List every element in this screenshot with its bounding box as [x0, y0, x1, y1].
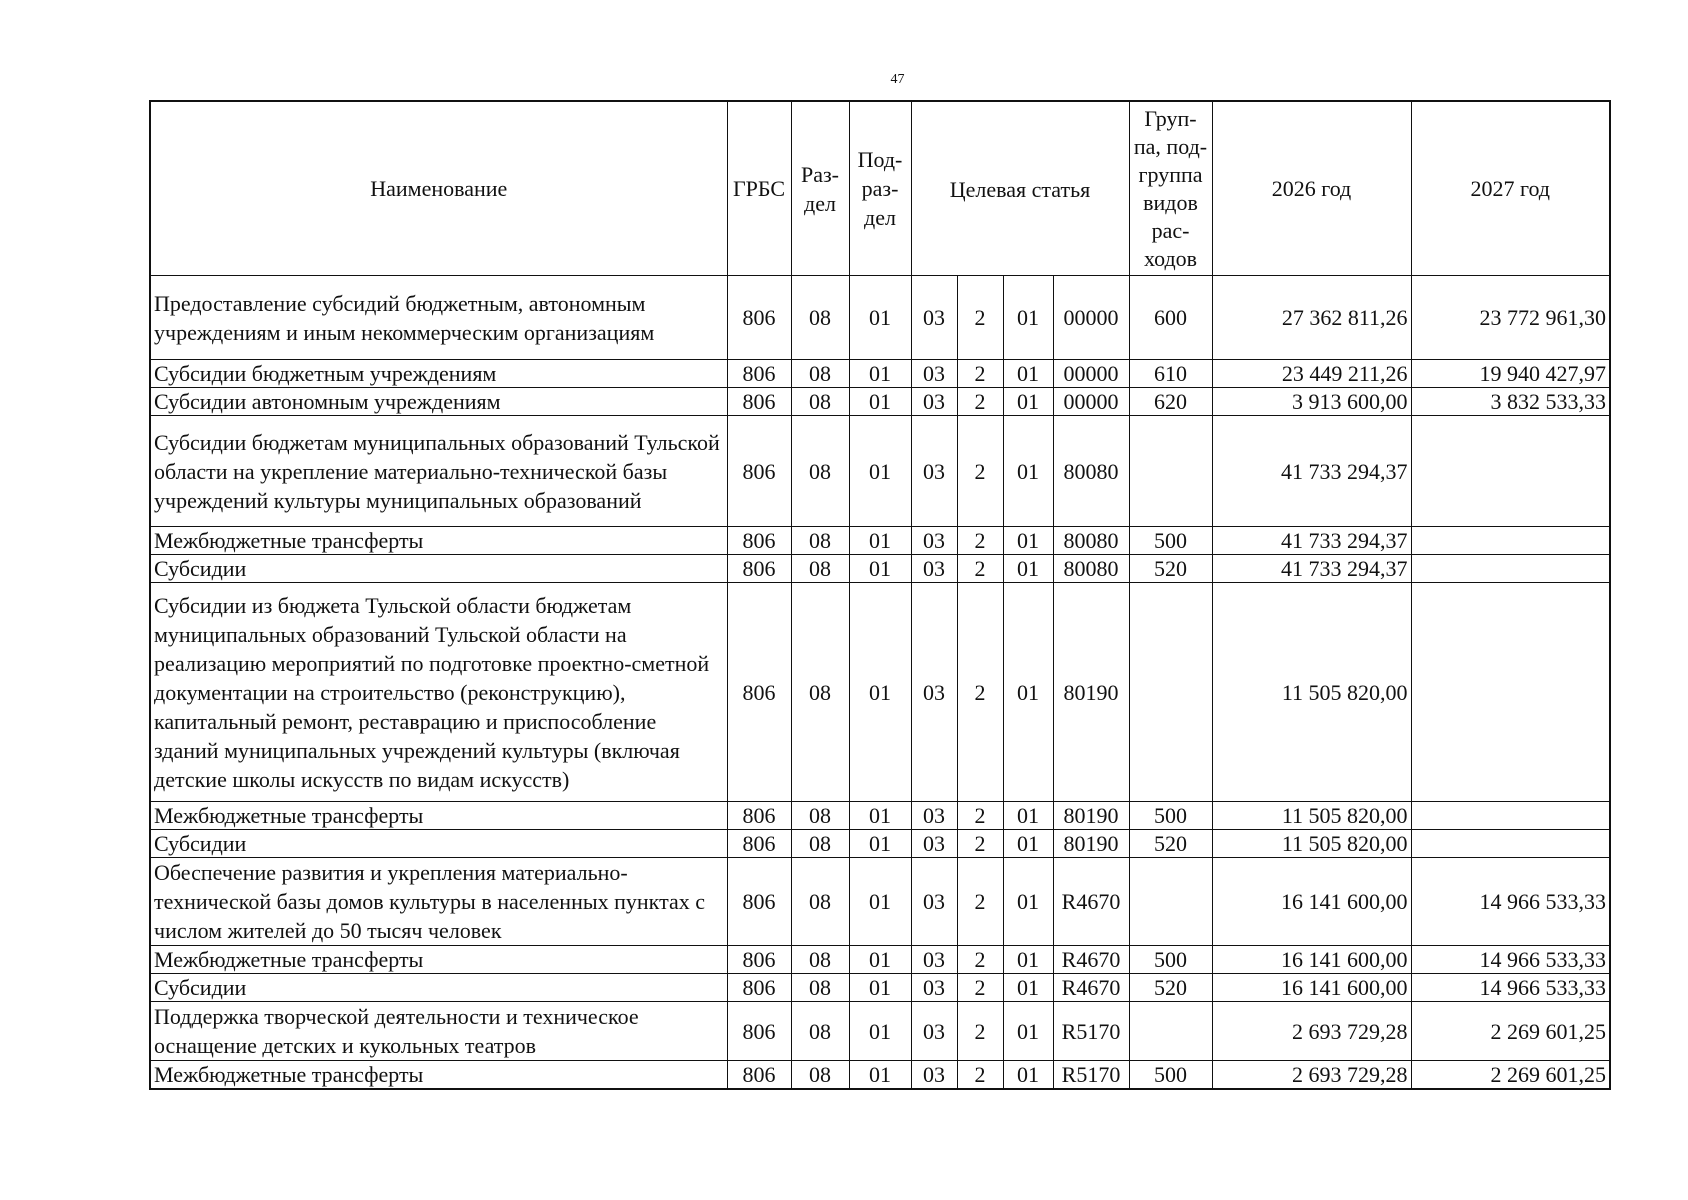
row-expense-group: [1129, 1002, 1212, 1061]
row-target-direction: 00000: [1053, 360, 1129, 388]
row-amount-2026: 41 733 294,37: [1212, 527, 1411, 555]
row-grbs: 806: [727, 555, 791, 583]
row-target-direction: 80190: [1053, 830, 1129, 858]
row-grbs: 806: [727, 858, 791, 946]
table-row: [150, 830, 1610, 858]
row-target-subprogram: 01: [1003, 830, 1053, 858]
row-amount-2027: [1411, 527, 1610, 555]
row-razdel: 08: [791, 858, 849, 946]
row-target-type: 2: [957, 388, 1003, 416]
row-target-direction: R4670: [1053, 858, 1129, 946]
row-amount-2026: 2 693 729,28: [1212, 1061, 1411, 1090]
row-amount-2026: 2 693 729,28: [1212, 1002, 1411, 1061]
row-podrazdel: 01: [849, 858, 911, 946]
row-razdel: 08: [791, 276, 849, 360]
row-amount-2027: [1411, 802, 1610, 830]
row-target-type: 2: [957, 974, 1003, 1002]
row-podrazdel: 01: [849, 1061, 911, 1090]
row-podrazdel: 01: [849, 946, 911, 974]
row-podrazdel: 01: [849, 830, 911, 858]
row-target-program: 03: [911, 388, 957, 416]
table-row: [150, 583, 1610, 802]
row-target-type: 2: [957, 802, 1003, 830]
row-name: Межбюджетные трансферты: [150, 527, 727, 555]
row-expense-group: 520: [1129, 555, 1212, 583]
row-target-subprogram: 01: [1003, 858, 1053, 946]
row-target-type: 2: [957, 276, 1003, 360]
row-target-direction: 80080: [1053, 416, 1129, 527]
row-target-type: 2: [957, 1002, 1003, 1061]
row-podrazdel: 01: [849, 1002, 911, 1061]
row-target-direction: R5170: [1053, 1002, 1129, 1061]
row-razdel: 08: [791, 555, 849, 583]
row-amount-2026: 41 733 294,37: [1212, 416, 1411, 527]
row-podrazdel: 01: [849, 388, 911, 416]
row-podrazdel: 01: [849, 527, 911, 555]
row-podrazdel: 01: [849, 974, 911, 1002]
row-target-type: 2: [957, 416, 1003, 527]
row-expense-group: 500: [1129, 1061, 1212, 1090]
row-target-direction: 80190: [1053, 583, 1129, 802]
row-expense-group: 520: [1129, 830, 1212, 858]
row-amount-2027: [1411, 583, 1610, 802]
row-target-subprogram: 01: [1003, 1002, 1053, 1061]
row-target-direction: R4670: [1053, 946, 1129, 974]
row-name: Поддержка творческой деятельности и техническое оснащение детских и кукольных театров: [150, 1002, 727, 1061]
row-target-type: 2: [957, 946, 1003, 974]
row-name: Межбюджетные трансферты: [150, 802, 727, 830]
row-razdel: 08: [791, 946, 849, 974]
row-razdel: 08: [791, 1002, 849, 1061]
row-target-subprogram: 01: [1003, 527, 1053, 555]
table-row: [150, 416, 1610, 527]
row-grbs: 806: [727, 276, 791, 360]
row-target-direction: 80080: [1053, 527, 1129, 555]
row-target-subprogram: 01: [1003, 555, 1053, 583]
row-name: Субсидии из бюджета Тульской области бюджетам муниципальных образований Тульской области на реализацию мероприятий по подготовке проектно-сметной документации на строительство (реконструкцию), капитальный ремонт, реставрацию и приспособление зданий муниципальных учреждений культуры (включая детские школы искусств по видам искусств): [150, 583, 727, 802]
row-amount-2027: 2 269 601,25: [1411, 1002, 1610, 1061]
row-target-subprogram: 01: [1003, 360, 1053, 388]
row-expense-group: 500: [1129, 802, 1212, 830]
row-target-subprogram: 01: [1003, 583, 1053, 802]
row-target-direction: 80190: [1053, 802, 1129, 830]
row-expense-group: 610: [1129, 360, 1212, 388]
row-target-program: 03: [911, 360, 957, 388]
row-amount-2026: 16 141 600,00: [1212, 858, 1411, 946]
row-amount-2027: [1411, 416, 1610, 527]
header-expense-group: Груп- па, под- группа видов рас- ходов: [1129, 101, 1212, 276]
row-grbs: 806: [727, 1061, 791, 1090]
header-year-2027: 2027 год: [1411, 101, 1610, 276]
row-target-program: 03: [911, 802, 957, 830]
row-target-direction: R4670: [1053, 974, 1129, 1002]
row-podrazdel: 01: [849, 276, 911, 360]
table-row: [150, 360, 1610, 388]
row-podrazdel: 01: [849, 360, 911, 388]
row-name: Межбюджетные трансферты: [150, 946, 727, 974]
page-number: 47: [890, 72, 905, 87]
row-podrazdel: 01: [849, 555, 911, 583]
header-grbs: ГРБС: [727, 101, 791, 276]
row-name: Обеспечение развития и укрепления материально-технической базы домов культуры в населенных пунктах с числом жителей до 50 тысяч человек: [150, 858, 727, 946]
row-name: Субсидии бюджетам муниципальных образований Тульской области на укрепление материально-технической базы учреждений культуры муниципальных образований: [150, 416, 727, 527]
row-amount-2026: 11 505 820,00: [1212, 583, 1411, 802]
row-target-type: 2: [957, 1061, 1003, 1090]
row-target-program: 03: [911, 858, 957, 946]
row-name: Субсидии: [150, 830, 727, 858]
row-target-program: 03: [911, 1061, 957, 1090]
row-target-program: 03: [911, 555, 957, 583]
row-target-subprogram: 01: [1003, 802, 1053, 830]
row-razdel: 08: [791, 416, 849, 527]
row-expense-group: [1129, 583, 1212, 802]
row-target-direction: 80080: [1053, 555, 1129, 583]
row-name: Предоставление субсидий бюджетным, автономным учреждениям и иным некоммерческим организациям: [150, 276, 727, 360]
row-target-type: 2: [957, 527, 1003, 555]
table-body: [150, 276, 1610, 1090]
row-amount-2026: 3 913 600,00: [1212, 388, 1411, 416]
row-razdel: 08: [791, 830, 849, 858]
row-expense-group: 620: [1129, 388, 1212, 416]
row-amount-2026: 27 362 811,26: [1212, 276, 1411, 360]
row-expense-group: 520: [1129, 974, 1212, 1002]
row-grbs: 806: [727, 974, 791, 1002]
row-amount-2027: 3 832 533,33: [1411, 388, 1610, 416]
row-expense-group: 500: [1129, 946, 1212, 974]
row-razdel: 08: [791, 1061, 849, 1090]
table-row: [150, 527, 1610, 555]
row-amount-2026: 11 505 820,00: [1212, 802, 1411, 830]
row-target-subprogram: 01: [1003, 388, 1053, 416]
row-target-subprogram: 01: [1003, 276, 1053, 360]
row-grbs: 806: [727, 527, 791, 555]
row-amount-2027: 23 772 961,30: [1411, 276, 1610, 360]
row-amount-2027: 14 966 533,33: [1411, 858, 1610, 946]
row-expense-group: [1129, 416, 1212, 527]
row-expense-group: 600: [1129, 276, 1212, 360]
row-grbs: 806: [727, 802, 791, 830]
row-grbs: 806: [727, 416, 791, 527]
row-target-subprogram: 01: [1003, 1061, 1053, 1090]
row-razdel: 08: [791, 802, 849, 830]
row-target-direction: 00000: [1053, 388, 1129, 416]
table-row: [150, 1002, 1610, 1061]
row-target-direction: 00000: [1053, 276, 1129, 360]
header-name: Наименование: [150, 101, 727, 276]
row-amount-2026: 23 449 211,26: [1212, 360, 1411, 388]
row-grbs: 806: [727, 1002, 791, 1061]
row-name: Субсидии бюджетным учреждениям: [150, 360, 727, 388]
row-grbs: 806: [727, 946, 791, 974]
row-target-type: 2: [957, 360, 1003, 388]
row-razdel: 08: [791, 388, 849, 416]
row-target-program: 03: [911, 946, 957, 974]
row-grbs: 806: [727, 360, 791, 388]
table-row: [150, 974, 1610, 1002]
table-header-row: [150, 101, 1610, 276]
row-amount-2027: 14 966 533,33: [1411, 974, 1610, 1002]
row-grbs: 806: [727, 830, 791, 858]
row-target-type: 2: [957, 858, 1003, 946]
row-target-program: 03: [911, 830, 957, 858]
row-amount-2026: 16 141 600,00: [1212, 974, 1411, 1002]
row-target-program: 03: [911, 416, 957, 527]
row-expense-group: 500: [1129, 527, 1212, 555]
table-row: [150, 802, 1610, 830]
row-target-type: 2: [957, 555, 1003, 583]
header-razdel: Раз- дел: [791, 101, 849, 276]
row-razdel: 08: [791, 360, 849, 388]
header-podrazdel: Под- раз- дел: [849, 101, 911, 276]
row-razdel: 08: [791, 583, 849, 802]
row-amount-2026: 41 733 294,37: [1212, 555, 1411, 583]
header-target-article: Целевая статья: [911, 101, 1129, 276]
row-target-program: 03: [911, 1002, 957, 1061]
row-target-subprogram: 01: [1003, 974, 1053, 1002]
row-amount-2027: 2 269 601,25: [1411, 1061, 1610, 1090]
row-name: Субсидии: [150, 974, 727, 1002]
row-name: Субсидии автономным учреждениям: [150, 388, 727, 416]
row-razdel: 08: [791, 974, 849, 1002]
row-target-program: 03: [911, 583, 957, 802]
row-amount-2027: [1411, 830, 1610, 858]
table-row: [150, 946, 1610, 974]
row-target-program: 03: [911, 276, 957, 360]
table-row: [150, 858, 1610, 946]
table-row: [150, 388, 1610, 416]
row-amount-2026: 16 141 600,00: [1212, 946, 1411, 974]
row-amount-2027: 19 940 427,97: [1411, 360, 1610, 388]
row-name: Межбюджетные трансферты: [150, 1061, 727, 1090]
row-grbs: 806: [727, 583, 791, 802]
row-grbs: 806: [727, 388, 791, 416]
row-amount-2026: 11 505 820,00: [1212, 830, 1411, 858]
row-podrazdel: 01: [849, 416, 911, 527]
row-target-type: 2: [957, 583, 1003, 802]
row-target-program: 03: [911, 974, 957, 1002]
row-razdel: 08: [791, 527, 849, 555]
row-podrazdel: 01: [849, 583, 911, 802]
table-row: [150, 276, 1610, 360]
row-target-program: 03: [911, 527, 957, 555]
row-target-direction: R5170: [1053, 1061, 1129, 1090]
row-target-subprogram: 01: [1003, 946, 1053, 974]
row-expense-group: [1129, 858, 1212, 946]
row-target-subprogram: 01: [1003, 416, 1053, 527]
row-target-type: 2: [957, 830, 1003, 858]
row-amount-2027: [1411, 555, 1610, 583]
row-amount-2027: 14 966 533,33: [1411, 946, 1610, 974]
row-name: Субсидии: [150, 555, 727, 583]
table-row: [150, 555, 1610, 583]
table-row: [150, 1061, 1610, 1090]
budget-table: [149, 100, 1611, 1090]
header-year-2026: 2026 год: [1212, 101, 1411, 276]
row-podrazdel: 01: [849, 802, 911, 830]
